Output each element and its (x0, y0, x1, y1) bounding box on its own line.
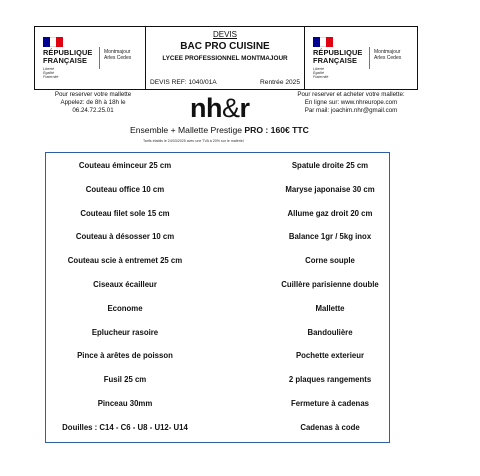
devis-header (146, 26, 304, 90)
right-item: Fermeture à cadenas (290, 399, 369, 408)
motto-liberte: Liberté (43, 67, 54, 71)
left-item: Fusil 25 cm (103, 375, 147, 385)
right-item: Bandoulière (307, 327, 353, 337)
contact-website: En ligne sur: www.nhreurope.com (304, 99, 398, 107)
rentree-year: Rentrée 2025 (260, 79, 300, 86)
tarifs-note: Tarifs établis le 24/03/2025 avec une TVA à 20% sur le matériel (143, 139, 244, 143)
right-item: Mallette (315, 303, 345, 313)
brand-r: r (239, 93, 250, 123)
contact-left-line2: Appelez: de 8h à 18h le (60, 99, 126, 107)
right-item: Balance 1gr / 5kg inox (288, 232, 372, 242)
motto-egalite: Égalité (313, 71, 324, 75)
brand-amp: & (222, 93, 240, 123)
logo-separator (99, 47, 100, 69)
right-item: Allume gaz droit 20 cm (287, 208, 373, 218)
contact-left-line1: Pour reserver votre mallette (54, 91, 132, 98)
right-republique-logo (304, 26, 418, 90)
contact-phone-block (40, 91, 146, 116)
devis-label: DEVIS (212, 30, 237, 39)
french-flag-icon (313, 37, 333, 47)
motto-egalite: Égalité (43, 71, 54, 75)
right-item: Cadenas à code (300, 422, 360, 432)
republique-line1: RÉPUBLIQUE (43, 48, 93, 57)
devis-reference: DEVIS REF: 1040/01A (150, 79, 217, 86)
right-item: Corne souple (305, 256, 355, 266)
left-item: Couteau éminceur 25 cm (78, 161, 172, 170)
right-item: Maryse japonaise 30 cm (285, 184, 375, 194)
left-item: Couteau office 10 cm (85, 184, 165, 194)
left-item: Pinceau 30mm (97, 399, 153, 408)
right-item: Cuillère parisienne double (281, 280, 379, 289)
right-item: 2 plaques rangements (288, 375, 372, 385)
offer-prefix: Ensemble + Mallette Prestige (130, 125, 243, 135)
left-item: Couteau filet sole 15 cm (80, 208, 170, 218)
motto-liberte: Liberté (313, 67, 324, 71)
left-item: Couteau à désosser 10 cm (75, 232, 175, 242)
left-item: Ciseaux écailleur (93, 280, 157, 289)
logo-side-line1: Montmajour (104, 49, 131, 55)
republique-line2: FRANÇAISE (313, 56, 358, 65)
contact-right-line1: Pour reserver et acheter votre mallette: (297, 91, 405, 98)
left-item: Douilles : C14 - C6 - U8 - U12- U14 (62, 422, 188, 432)
logo-side-line1: Montmajour (374, 49, 401, 55)
left-item: Econome (107, 303, 143, 313)
school-name: LYCEE PROFESSIONNEL MONTMAJOUR (162, 55, 288, 62)
motto-fraternite: Fraternité (313, 75, 329, 79)
left-item: Couteau scie à entremet 25 cm (67, 256, 183, 266)
logo-side-line2: Arles Cedex (104, 55, 132, 61)
left-republique-logo (34, 26, 146, 90)
republique-line2: FRANÇAISE (43, 56, 88, 65)
contact-phone-number: 06.24.72.25.01 (72, 107, 114, 115)
right-item: Pochette exterieur (295, 351, 365, 361)
brand-h: h (206, 93, 222, 123)
republique-line1: RÉPUBLIQUE (313, 48, 363, 57)
motto-fraternite: Fraternité (43, 75, 59, 79)
nhr-brand-logo (190, 93, 250, 123)
offer-line (130, 125, 309, 135)
contact-email: Par mail: joachim.nhr@gmail.com (304, 107, 398, 115)
logo-side-line2: Arles Cedex (374, 55, 402, 61)
french-flag-icon (43, 37, 63, 47)
contact-online-block (278, 91, 424, 116)
program-title: BAC PRO CUISINE (180, 41, 270, 52)
brand-n: n (190, 93, 206, 123)
left-item: Eplucheur rasoire (91, 327, 159, 337)
right-item: Spatule droite 25 cm (291, 161, 369, 170)
left-item: Pince à arêtes de poisson (77, 351, 173, 361)
offer-price: PRO : 160€ TTC (244, 125, 309, 135)
logo-separator (369, 47, 370, 69)
